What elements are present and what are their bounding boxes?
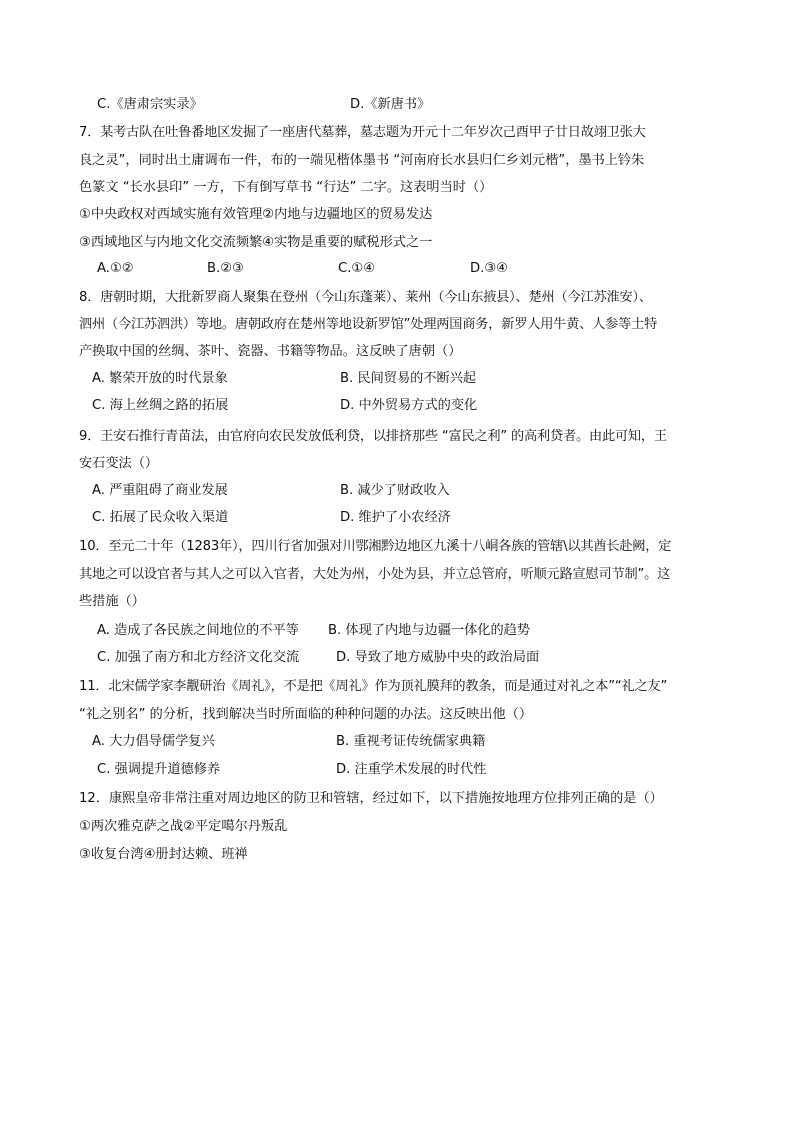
q11-option-b: B. 重视考证传统儒家典籍 — [336, 734, 486, 749]
q10-option-d: D. 导致了地方威胁中央的政治局面 — [336, 650, 540, 665]
q7-item-line2: ③西域地区与内地文化交流频繁④实物是重要的赋税形式之一 — [79, 235, 433, 250]
q10-stem-line1: 10．至元二十年（1283年），四川行省加强对川鄂湘黔边地区九溪十八峒各族的管辖\以其酋长赴阙，定 — [79, 539, 672, 554]
q8-option-d: D. 中外贸易方式的变化 — [340, 398, 478, 413]
q8-option-a: A. 繁荣开放的时代景象 — [92, 371, 228, 386]
q11-stem-line1: 11．北宋儒学家李觏研治《周礼》，不是把《周礼》作为顶礼膜拜的教条，而是通过对礼之本”“礼之友” — [79, 679, 668, 694]
q6-option-c: C.《唐肃宗实录》 — [97, 97, 203, 112]
q11-option-d: D. 注重学术发展的时代性 — [336, 762, 487, 777]
q10-option-c: C. 加强了南方和北方经济文化交流 — [97, 650, 300, 665]
q8-stem-line2: 泗州（今江苏泗洪）等地。唐朝政府在楚州等地设新罗馆”处理两国商务，新罗人用牛黄、人参等土特 — [79, 317, 658, 332]
q8-stem-line1: 8．唐朝时期，大批新罗商人聚集在登州（今山东蓬莱）、莱州（今山东掖县）、楚州（今江苏淮安）、 — [79, 290, 652, 305]
q8-option-b: B. 民间贸易的不断兴起 — [340, 371, 477, 386]
q12-item-line1: ①两次雅克萨之战②平定噶尔丹叛乱 — [79, 819, 288, 834]
q10-option-a: A. 造成了各民族之间地位的不平等 — [97, 623, 299, 638]
q11-option-c: C. 强调提升道德修养 — [97, 762, 221, 777]
q6-option-d: D.《新唐书》 — [350, 97, 431, 112]
q9-option-b: B. 减少了财政收入 — [340, 483, 450, 498]
q7-stem-line1: 7．某考古队在吐鲁番地区发掘了一座唐代墓葬，墓志题为开元十二年岁次己酉甲子廿日故翊卫张大 — [79, 125, 646, 140]
q9-stem-line1: 9．王安石推行青苗法，由官府向农民发放低利贷，以排挤那些 “富民之利” 的高利贷者。由此可知，王 — [79, 429, 667, 444]
q9-option-a: A. 严重阻碍了商业发展 — [92, 483, 228, 498]
q8-option-c: C. 海上丝绸之路的拓展 — [92, 398, 229, 413]
q7-item-line1: ①中央政权对西域实施有效管理②内地与边疆地区的贸易发达 — [79, 207, 433, 222]
q7-option-b: B.②③ — [207, 261, 244, 276]
q11-stem-line2: “礼之别名” 的分析，找到解决当时所面临的种种问题的办法。这反映出他（） — [79, 707, 533, 722]
q8-stem-line3: 产换取中国的丝绸、茶叶、瓷器、书籍等物品。这反映了唐朝（） — [79, 344, 462, 359]
q7-option-d: D.③④ — [470, 261, 508, 276]
q7-option-c: C.①④ — [338, 261, 376, 276]
q12-stem-line1: 12．康熙皇帝非常注重对周边地区的防卫和管辖，经过如下，以下措施按地理方位排列正确的是（） — [79, 791, 663, 806]
q11-option-a: A. 大力倡导儒学复兴 — [92, 734, 215, 749]
q9-stem-line2: 安石变法（） — [79, 456, 159, 471]
q10-stem-line3: 些措施（） — [79, 594, 145, 609]
q7-stem-line3: 色篆文 “长水县印” 一方，下有倒写草书 “行达” 二字。这表明当时（） — [79, 180, 493, 195]
q10-option-b: B. 体现了内地与边疆一体化的趋势 — [328, 623, 531, 638]
q12-item-line2: ③收复台湾④册封达赖、班禅 — [79, 847, 248, 862]
q7-option-a: A.①② — [97, 261, 134, 276]
q10-stem-line2: 其地之可以设官者与其人之可以入官者，大处为州，小处为县，并立总管府，听顺元路宣慰司节制”。这 — [79, 567, 671, 582]
q9-option-c: C. 拓展了民众收入渠道 — [92, 510, 229, 525]
q9-option-d: D. 维护了小农经济 — [340, 510, 451, 525]
q7-stem-line2: 良之灵”，同时出土庸调布一件，布的一端见楷体墨书 “河南府长水县归仁乡刘元楷”，墨书上钤朱 — [79, 153, 645, 168]
